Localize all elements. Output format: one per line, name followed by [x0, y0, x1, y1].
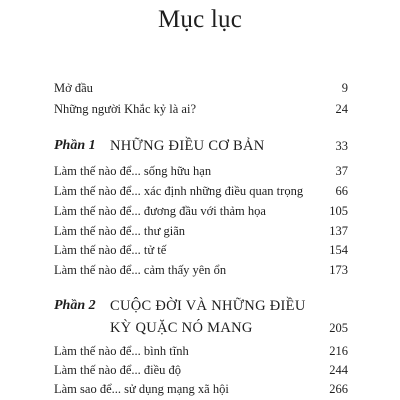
toc-entry-title: Làm thế nào để... thư giãn — [54, 224, 186, 238]
toc-entry[interactable] — [54, 162, 348, 180]
toc-entry-title: Làm thế nào để... bình tĩnh — [54, 344, 189, 358]
part-page: 205 — [329, 321, 348, 335]
toc-entry-page: 137 — [329, 224, 348, 238]
toc-entry-title: Làm thế nào để... sống hữu hạn — [54, 164, 212, 178]
part-label: Phần 2 — [54, 298, 96, 313]
part-title-line-1: CUỘC ĐỜI VÀ NHỮNG ĐIỀU — [110, 298, 306, 314]
toc-entry-page: 266 — [329, 382, 348, 396]
part-title: NHỮNG ĐIỀU CƠ BẢN — [110, 138, 265, 154]
toc-entry-title: Làm thế nào để... đương đầu với thảm họa — [54, 204, 266, 218]
part-page: 33 — [335, 139, 348, 153]
toc-entry-page: 173 — [329, 263, 348, 277]
toc-entry-stoics[interactable] — [54, 100, 348, 118]
toc-entry[interactable] — [54, 222, 348, 240]
part-title-line-2: KỲ QUẶC NÓ MANG — [110, 320, 253, 336]
toc-entry-title: Làm thế nào để... tử tế — [54, 243, 167, 257]
toc-entry[interactable] — [54, 380, 348, 398]
toc-entry-title: Những người Khắc kỷ là ai? — [54, 102, 196, 116]
toc-entry-page: 154 — [329, 243, 348, 257]
toc-entry-title: Làm sao để... sử dụng mạng xã hội — [54, 382, 229, 396]
part-2-heading[interactable] — [54, 296, 348, 340]
page-title: Mục lục — [157, 6, 243, 33]
toc-entry-page: 66 — [335, 184, 348, 198]
toc-entry[interactable] — [54, 182, 348, 200]
toc-entry-title: Mở đầu — [54, 81, 93, 95]
toc-entry-title: Làm thế nào để... xác định những điều quan trọng — [54, 184, 304, 198]
part-label: Phần 1 — [54, 138, 96, 153]
toc-entry-page: 9 — [341, 81, 348, 95]
toc-entry[interactable] — [54, 202, 348, 220]
toc-entry-page: 216 — [329, 344, 348, 358]
toc-entry-page: 24 — [335, 102, 348, 116]
part-1-heading[interactable] — [54, 136, 348, 158]
toc-entry-page: 244 — [329, 363, 348, 377]
toc-entry[interactable] — [54, 361, 348, 379]
toc-entry-title: Làm thế nào để... điều độ — [54, 363, 182, 377]
toc-entry-page: 37 — [335, 164, 348, 178]
toc-entry-title: Làm thế nào để... cảm thấy yên ổn — [54, 263, 227, 277]
toc-entry[interactable] — [54, 241, 348, 259]
toc-entry-page: 105 — [329, 204, 348, 218]
toc-entry[interactable] — [54, 261, 348, 279]
toc-entry-intro[interactable] — [54, 79, 348, 97]
toc-entry[interactable] — [54, 342, 348, 360]
